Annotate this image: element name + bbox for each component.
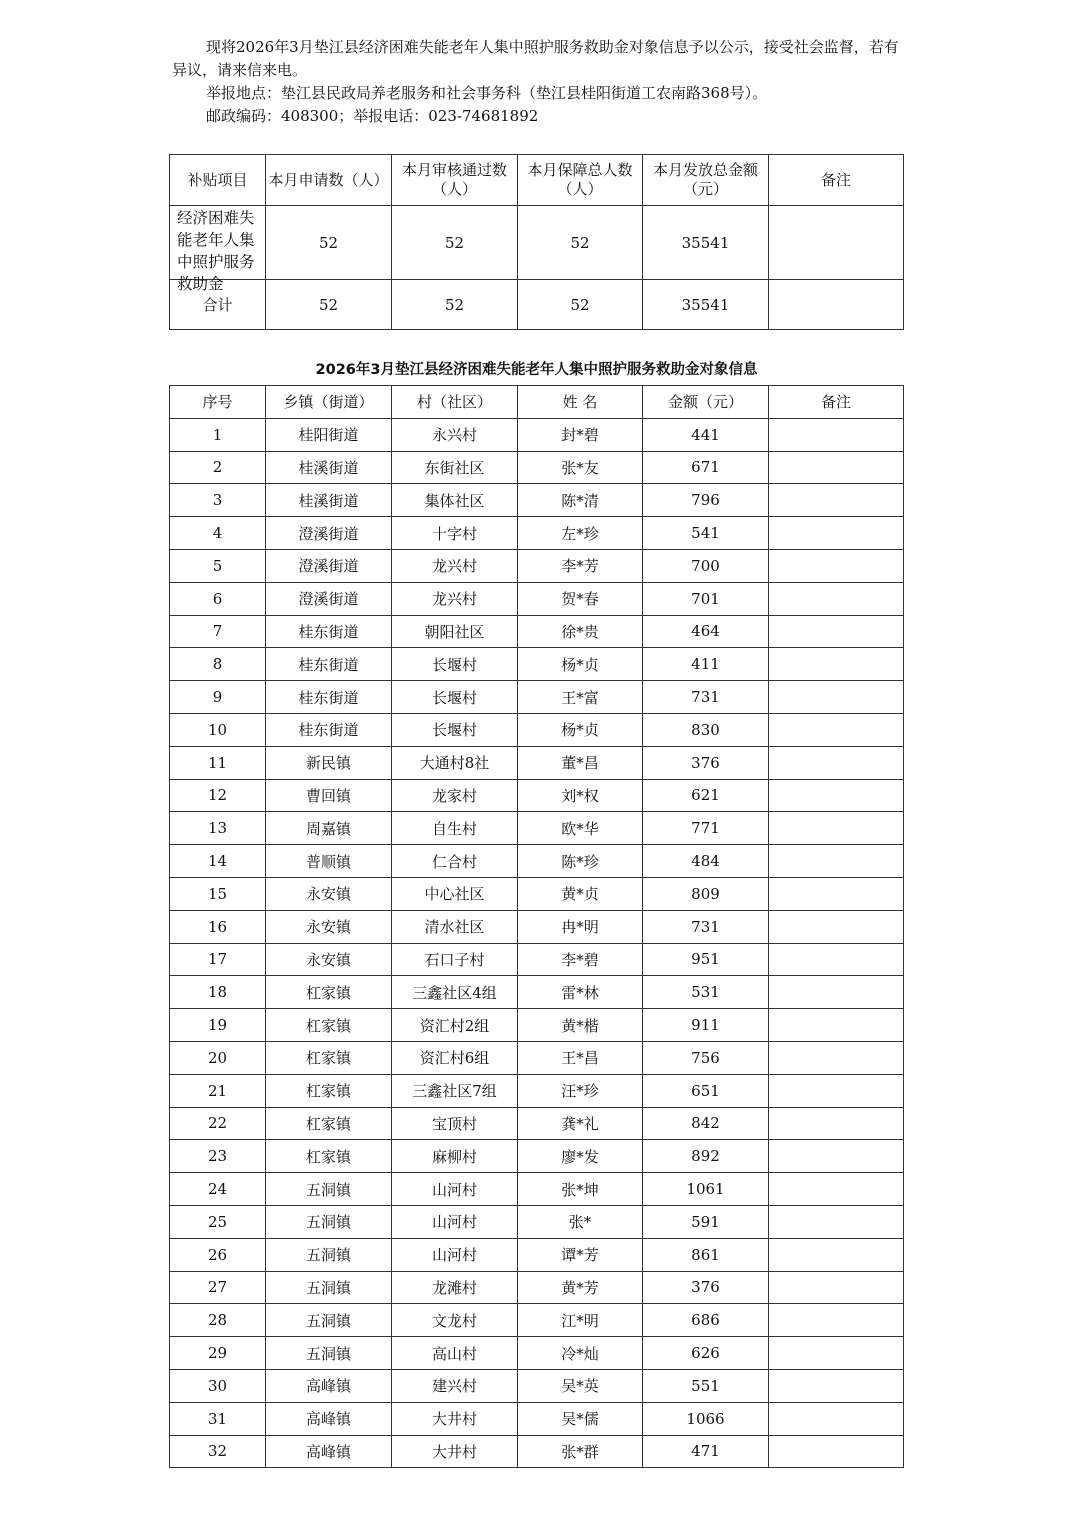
- name-cell: 黄*楷: [518, 1009, 643, 1042]
- town-cell: 杠家镇: [266, 1140, 392, 1173]
- subsidy-item-cell: [170, 206, 266, 293]
- name-cell: 王*昌: [518, 1041, 643, 1074]
- note-cell: [769, 1238, 904, 1271]
- town-cell: 高峰镇: [266, 1402, 392, 1435]
- amount-cell: 441: [643, 418, 769, 451]
- name-cell: 杨*贞: [518, 648, 643, 681]
- amount-cell: 376: [643, 746, 769, 779]
- name-cell: 杨*贞: [518, 713, 643, 746]
- note-cell: [769, 1041, 904, 1074]
- town-cell: 曹回镇: [266, 779, 392, 812]
- note-cell: [769, 746, 904, 779]
- amount-cell: 842: [643, 1107, 769, 1140]
- town-cell: 周嘉镇: [266, 812, 392, 845]
- table-row: [170, 746, 904, 779]
- amount-cell: 756: [643, 1041, 769, 1074]
- index-cell: 3: [170, 484, 266, 517]
- amount-cell: 626: [643, 1337, 769, 1370]
- amount-cell: 1066: [643, 1402, 769, 1435]
- total-approved-cell: 52: [392, 280, 518, 330]
- amount-cell: 771: [643, 812, 769, 845]
- name-cell: 雷*林: [518, 976, 643, 1009]
- table-row: [170, 1205, 904, 1238]
- note-cell: [769, 812, 904, 845]
- table-row: [170, 812, 904, 845]
- note-cell: [769, 1271, 904, 1304]
- table-row: [170, 484, 904, 517]
- table-row: [170, 1074, 904, 1107]
- town-cell: 杠家镇: [266, 976, 392, 1009]
- note-cell: [769, 1304, 904, 1337]
- amount-cell: 911: [643, 1009, 769, 1042]
- town-cell: 桂溪街道: [266, 484, 392, 517]
- summary-header-cell: 本月发放总金额（元）: [643, 155, 769, 206]
- name-cell: 谭*芳: [518, 1238, 643, 1271]
- town-cell: 杠家镇: [266, 1009, 392, 1042]
- village-cell: 永兴村: [392, 418, 518, 451]
- amount-cell: 796: [643, 484, 769, 517]
- index-cell: 29: [170, 1337, 266, 1370]
- amount-cell: 1061: [643, 1173, 769, 1206]
- amount-cell: 701: [643, 582, 769, 615]
- table-row: [170, 1402, 904, 1435]
- note-cell: [769, 681, 904, 714]
- index-cell: 20: [170, 1041, 266, 1074]
- table-row: [170, 1369, 904, 1402]
- table-row: [170, 1173, 904, 1206]
- village-cell: 高山村: [392, 1337, 518, 1370]
- amount-cell: 861: [643, 1238, 769, 1271]
- table-row: [170, 779, 904, 812]
- table-row: [170, 1435, 904, 1468]
- applied-count-cell: 52: [266, 206, 392, 280]
- detail-header-cell: 序号: [170, 386, 266, 419]
- index-cell: 23: [170, 1140, 266, 1173]
- table-row: [170, 1238, 904, 1271]
- amount-cell: 464: [643, 615, 769, 648]
- name-cell: 张*友: [518, 451, 643, 484]
- table-row: [170, 1304, 904, 1337]
- detail-header-cell: 乡镇（街道）: [266, 386, 392, 419]
- town-cell: 永安镇: [266, 877, 392, 910]
- announcement-line-1: 现将2026年3月垫江县经济困难失能老年人集中照护服务救助金对象信息予以公示，接受社会监督，若有异议，请来信来电。: [172, 38, 899, 79]
- table-row: [170, 549, 904, 582]
- detail-body: [170, 418, 904, 1468]
- total-covered-cell: 52: [518, 280, 643, 330]
- index-cell: 24: [170, 1173, 266, 1206]
- index-cell: 7: [170, 615, 266, 648]
- summary-header-cell: 补贴项目: [170, 155, 266, 206]
- town-cell: 五洞镇: [266, 1238, 392, 1271]
- index-cell: 28: [170, 1304, 266, 1337]
- name-cell: 冉*明: [518, 910, 643, 943]
- town-cell: 永安镇: [266, 910, 392, 943]
- village-cell: 大井村: [392, 1402, 518, 1435]
- table-row: [170, 1337, 904, 1370]
- note-cell: [769, 1337, 904, 1370]
- name-cell: 吴*儒: [518, 1402, 643, 1435]
- village-cell: 龙滩村: [392, 1271, 518, 1304]
- summary-header-cell: 本月申请数（人）: [266, 155, 392, 206]
- amount-cell: 671: [643, 451, 769, 484]
- name-cell: 李*芳: [518, 549, 643, 582]
- name-cell: 汪*珍: [518, 1074, 643, 1107]
- town-cell: 永安镇: [266, 943, 392, 976]
- note-cell: [769, 648, 904, 681]
- note-cell: [769, 1009, 904, 1042]
- detail-header-cell: 金额（元）: [643, 386, 769, 419]
- table-row: [170, 1271, 904, 1304]
- amount-cell: 951: [643, 943, 769, 976]
- summary-header-cell: 本月审核通过数（人）: [392, 155, 518, 206]
- total-note-cell: [769, 280, 904, 330]
- amount-cell: 809: [643, 877, 769, 910]
- index-cell: 17: [170, 943, 266, 976]
- town-cell: 澄溪街道: [266, 582, 392, 615]
- town-cell: 五洞镇: [266, 1337, 392, 1370]
- name-cell: 张*坤: [518, 1173, 643, 1206]
- index-cell: 9: [170, 681, 266, 714]
- village-cell: 集体社区: [392, 484, 518, 517]
- village-cell: 文龙村: [392, 1304, 518, 1337]
- subsidy-item-name: 经济困难失能老年人集中照护服务救助金: [177, 209, 255, 293]
- amount-cell: 731: [643, 910, 769, 943]
- village-cell: 麻柳村: [392, 1140, 518, 1173]
- note-cell: [769, 484, 904, 517]
- table-row: [170, 517, 904, 550]
- index-cell: 11: [170, 746, 266, 779]
- amount-cell: 471: [643, 1435, 769, 1468]
- note-cell: [769, 582, 904, 615]
- village-cell: 龙兴村: [392, 549, 518, 582]
- village-cell: 大井村: [392, 1435, 518, 1468]
- note-cell: [769, 877, 904, 910]
- town-cell: 桂东街道: [266, 681, 392, 714]
- name-cell: 江*明: [518, 1304, 643, 1337]
- table-row: [170, 681, 904, 714]
- town-cell: 桂阳街道: [266, 418, 392, 451]
- index-cell: 10: [170, 713, 266, 746]
- town-cell: 桂溪街道: [266, 451, 392, 484]
- village-cell: 自生村: [392, 812, 518, 845]
- table-row: [170, 910, 904, 943]
- index-cell: 26: [170, 1238, 266, 1271]
- village-cell: 三鑫社区4组: [392, 976, 518, 1009]
- note-cell: [769, 1074, 904, 1107]
- note-cell: [769, 549, 904, 582]
- summary-header-cell: 备注: [769, 155, 904, 206]
- village-cell: 石口子村: [392, 943, 518, 976]
- detail-header-row: [170, 386, 904, 419]
- town-cell: 杠家镇: [266, 1074, 392, 1107]
- note-cell: [769, 1402, 904, 1435]
- table-row: [170, 418, 904, 451]
- announcement-text: [172, 36, 912, 128]
- table-row: [170, 877, 904, 910]
- name-cell: 张*: [518, 1205, 643, 1238]
- name-cell: 左*珍: [518, 517, 643, 550]
- note-cell: [769, 713, 904, 746]
- table-row: [170, 976, 904, 1009]
- village-cell: 长堰村: [392, 713, 518, 746]
- amount-cell: 830: [643, 713, 769, 746]
- index-cell: 1: [170, 418, 266, 451]
- note-cell: [769, 615, 904, 648]
- index-cell: 15: [170, 877, 266, 910]
- total-applied-cell: 52: [266, 280, 392, 330]
- village-cell: 龙兴村: [392, 582, 518, 615]
- town-cell: 澄溪街道: [266, 517, 392, 550]
- index-cell: 8: [170, 648, 266, 681]
- amount-cell: 686: [643, 1304, 769, 1337]
- table-row: [170, 1041, 904, 1074]
- amount-cell: 591: [643, 1205, 769, 1238]
- village-cell: 山河村: [392, 1173, 518, 1206]
- name-cell: 李*碧: [518, 943, 643, 976]
- summary-total-row: [170, 280, 904, 330]
- village-cell: 三鑫社区7组: [392, 1074, 518, 1107]
- note-cell: [769, 1140, 904, 1173]
- table-row: [170, 943, 904, 976]
- index-cell: 21: [170, 1074, 266, 1107]
- town-cell: 杠家镇: [266, 1107, 392, 1140]
- village-cell: 仁合村: [392, 845, 518, 878]
- amount-cell: 551: [643, 1369, 769, 1402]
- table-row: [170, 845, 904, 878]
- village-cell: 建兴村: [392, 1369, 518, 1402]
- note-cell: [769, 943, 904, 976]
- town-cell: 普顺镇: [266, 845, 392, 878]
- village-cell: 资汇村2组: [392, 1009, 518, 1042]
- amount-cell: 621: [643, 779, 769, 812]
- index-cell: 4: [170, 517, 266, 550]
- table-row: [170, 451, 904, 484]
- index-cell: 19: [170, 1009, 266, 1042]
- detail-header-cell: 村（社区）: [392, 386, 518, 419]
- index-cell: 18: [170, 976, 266, 1009]
- village-cell: 清水社区: [392, 910, 518, 943]
- index-cell: 14: [170, 845, 266, 878]
- table-row: [170, 713, 904, 746]
- village-cell: 十字村: [392, 517, 518, 550]
- table-row: [170, 1107, 904, 1140]
- town-cell: 高峰镇: [266, 1435, 392, 1468]
- approved-count-cell: 52: [392, 206, 518, 280]
- index-cell: 2: [170, 451, 266, 484]
- index-cell: 32: [170, 1435, 266, 1468]
- name-cell: 徐*贵: [518, 615, 643, 648]
- village-cell: 资汇村6组: [392, 1041, 518, 1074]
- summary-header-row: [170, 155, 904, 206]
- covered-count-cell: 52: [518, 206, 643, 280]
- index-cell: 16: [170, 910, 266, 943]
- town-cell: 五洞镇: [266, 1173, 392, 1206]
- name-cell: 刘*权: [518, 779, 643, 812]
- table-row: [170, 615, 904, 648]
- announcement-line-2: 举报地点：垫江县民政局养老服务和社会事务科（垫江县桂阳街道工农南路368号）。: [206, 84, 768, 102]
- list-title: 2026年3月垫江县经济困难失能老年人集中照护服务救助金对象信息: [315, 362, 758, 378]
- index-cell: 13: [170, 812, 266, 845]
- table-row: [170, 648, 904, 681]
- note-cell: [769, 779, 904, 812]
- note-cell: [769, 451, 904, 484]
- town-cell: 高峰镇: [266, 1369, 392, 1402]
- amount-cell: 651: [643, 1074, 769, 1107]
- name-cell: 黄*芳: [518, 1271, 643, 1304]
- total-label-cell: 合计: [170, 280, 266, 330]
- amount-cell: 411: [643, 648, 769, 681]
- amount-cell: 892: [643, 1140, 769, 1173]
- name-cell: 吴*英: [518, 1369, 643, 1402]
- note-cell: [769, 1369, 904, 1402]
- amount-cell: 700: [643, 549, 769, 582]
- note-cell: [769, 1107, 904, 1140]
- index-cell: 31: [170, 1402, 266, 1435]
- village-cell: 山河村: [392, 1205, 518, 1238]
- note-cell: [769, 418, 904, 451]
- note-cell: [769, 845, 904, 878]
- table-row: [170, 1009, 904, 1042]
- village-cell: 大通村8社: [392, 746, 518, 779]
- village-cell: 山河村: [392, 1238, 518, 1271]
- note-cell: [769, 206, 904, 280]
- amount-cell: 376: [643, 1271, 769, 1304]
- detail-header-cell: 备注: [769, 386, 904, 419]
- name-cell: 欧*华: [518, 812, 643, 845]
- village-cell: 长堰村: [392, 648, 518, 681]
- village-cell: 朝阳社区: [392, 615, 518, 648]
- note-cell: [769, 976, 904, 1009]
- index-cell: 5: [170, 549, 266, 582]
- name-cell: 陈*珍: [518, 845, 643, 878]
- table-row: [170, 582, 904, 615]
- index-cell: 22: [170, 1107, 266, 1140]
- town-cell: 五洞镇: [266, 1205, 392, 1238]
- amount-cell: 484: [643, 845, 769, 878]
- summary-table: [169, 154, 904, 330]
- index-cell: 25: [170, 1205, 266, 1238]
- town-cell: 澄溪街道: [266, 549, 392, 582]
- table-row: [170, 1140, 904, 1173]
- town-cell: 桂东街道: [266, 615, 392, 648]
- amount-cell: 731: [643, 681, 769, 714]
- name-cell: 陈*清: [518, 484, 643, 517]
- name-cell: 龚*礼: [518, 1107, 643, 1140]
- town-cell: 桂东街道: [266, 648, 392, 681]
- name-cell: 董*昌: [518, 746, 643, 779]
- town-cell: 新民镇: [266, 746, 392, 779]
- index-cell: 6: [170, 582, 266, 615]
- note-cell: [769, 517, 904, 550]
- village-cell: 长堰村: [392, 681, 518, 714]
- announcement-line-3: 邮政编码：408300；举报电话：023-74681892: [206, 107, 539, 125]
- detail-header-cell: 姓 名: [518, 386, 643, 419]
- name-cell: 贺*春: [518, 582, 643, 615]
- index-cell: 12: [170, 779, 266, 812]
- note-cell: [769, 1173, 904, 1206]
- name-cell: 廖*发: [518, 1140, 643, 1173]
- detail-table: [169, 385, 904, 1468]
- village-cell: 宝顶村: [392, 1107, 518, 1140]
- summary-header-cell: 本月保障总人数（人）: [518, 155, 643, 206]
- town-cell: 杠家镇: [266, 1041, 392, 1074]
- summary-data-row: [170, 206, 904, 280]
- note-cell: [769, 1205, 904, 1238]
- amount-cell: 531: [643, 976, 769, 1009]
- name-cell: 冷*灿: [518, 1337, 643, 1370]
- town-cell: 五洞镇: [266, 1304, 392, 1337]
- index-cell: 30: [170, 1369, 266, 1402]
- town-cell: 桂东街道: [266, 713, 392, 746]
- note-cell: [769, 1435, 904, 1468]
- village-cell: 中心社区: [392, 877, 518, 910]
- name-cell: 封*碧: [518, 418, 643, 451]
- index-cell: 27: [170, 1271, 266, 1304]
- town-cell: 五洞镇: [266, 1271, 392, 1304]
- village-cell: 东街社区: [392, 451, 518, 484]
- name-cell: 黄*贞: [518, 877, 643, 910]
- name-cell: 张*群: [518, 1435, 643, 1468]
- name-cell: 王*富: [518, 681, 643, 714]
- amount-cell: 541: [643, 517, 769, 550]
- note-cell: [769, 910, 904, 943]
- total-amount-cell: 35541: [643, 280, 769, 330]
- village-cell: 龙家村: [392, 779, 518, 812]
- amount-cell: 35541: [643, 206, 769, 280]
